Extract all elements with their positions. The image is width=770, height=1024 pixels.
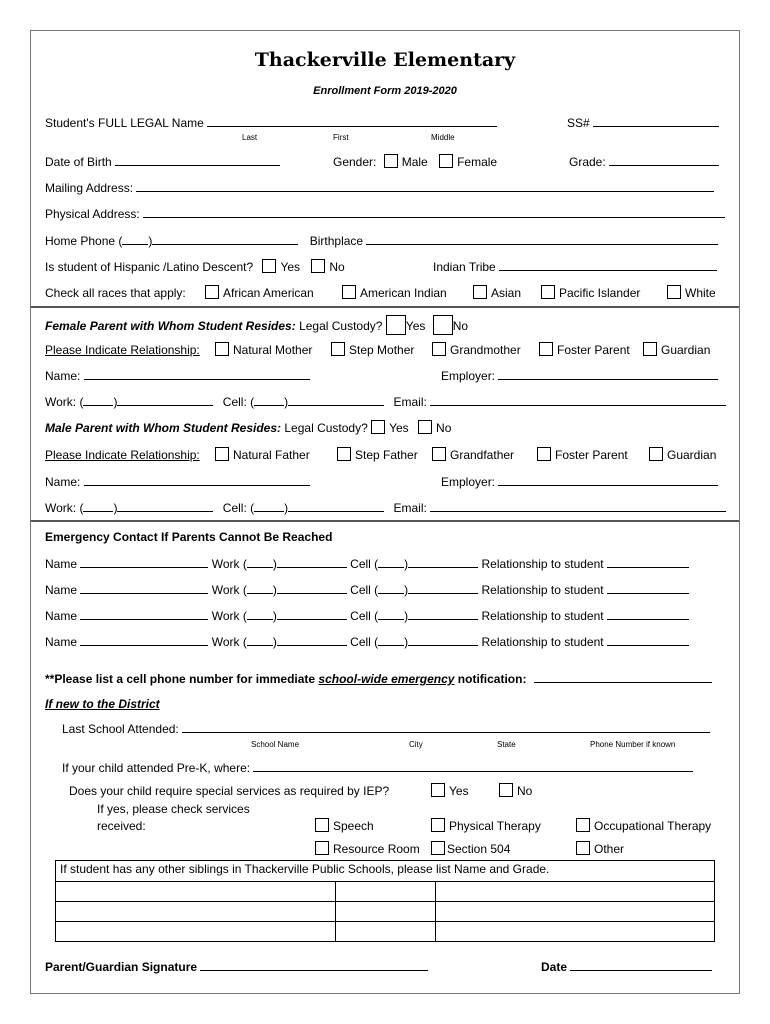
- service-resource-room[interactable]: [315, 841, 420, 857]
- female-label: Female: [457, 155, 498, 169]
- service-checkbox[interactable]: [431, 818, 445, 832]
- male-contact-row: Work: ( ) Cell: ( ) Email:: [45, 500, 726, 516]
- female-rel-grandmother[interactable]: [432, 342, 521, 358]
- relationship-checkbox[interactable]: [337, 447, 351, 461]
- service-physical-therapy[interactable]: [431, 818, 541, 834]
- form-subtitle: Enrollment Form 2019-2020: [313, 85, 457, 97]
- female-custody-no-checkbox[interactable]: [433, 315, 453, 335]
- male-checkbox[interactable]: [384, 154, 398, 168]
- relationship-label: Grandfather: [450, 448, 515, 462]
- emergency-cell-label: Cell (: [350, 557, 379, 571]
- iep-no-checkbox[interactable]: [499, 783, 513, 797]
- emergency-work-area-field[interactable]: [247, 556, 273, 568]
- male-name-field[interactable]: [84, 474, 310, 486]
- iep-no-label: No: [517, 784, 533, 798]
- home-phone-label: Home Phone (: [45, 234, 123, 248]
- female-employer-field[interactable]: [498, 368, 718, 380]
- emergency-name-label: Name: [45, 557, 78, 571]
- relationship-checkbox[interactable]: [432, 447, 446, 461]
- relationship-label: Guardian: [661, 343, 711, 357]
- physical-row: [45, 206, 725, 222]
- emergency-name-label: Name: [45, 583, 78, 597]
- service-checkbox[interactable]: [315, 818, 329, 832]
- service-occupational-therapy[interactable]: [576, 818, 711, 834]
- relationship-label: Grandmother: [450, 343, 521, 357]
- female-custody-yes-label: Yes: [405, 319, 426, 333]
- date-row: [541, 959, 712, 975]
- sibling-name-cell[interactable]: [56, 882, 336, 902]
- emergency-relationship-field[interactable]: [607, 608, 689, 620]
- siblings-heading: If student has any other siblings in Thackerville Public Schools, please list Name and Grade.: [56, 861, 715, 882]
- female-employer-row: [441, 368, 718, 384]
- physical-label: Physical Address:: [45, 207, 140, 221]
- cell-notice-row: [45, 671, 712, 687]
- female-relationship-label: Please Indicate Relationship:: [45, 343, 200, 357]
- table-row: [56, 902, 715, 922]
- relationship-label: Foster Parent: [555, 448, 628, 462]
- race-label: African American: [223, 286, 314, 300]
- last-school-field[interactable]: [182, 721, 710, 733]
- home-phone-close: ): [148, 234, 153, 248]
- male-label: Male: [401, 155, 428, 169]
- student-name-row: [45, 115, 497, 131]
- tribe-label: Indian Tribe: [433, 260, 496, 274]
- emergency-name-field[interactable]: [80, 582, 208, 594]
- tribe-field[interactable]: [499, 259, 717, 271]
- home-phone-row: [45, 233, 718, 249]
- service-label: Section 504: [447, 842, 511, 856]
- female-rel-foster-parent[interactable]: [539, 342, 630, 358]
- last-school-row: [62, 721, 710, 737]
- race-white[interactable]: [667, 285, 716, 301]
- male-custody-no-label: No: [436, 421, 452, 435]
- emergency-row: Name Work ( ) Cell ( ) Relationship to student: [45, 608, 689, 624]
- iep-yes-label: Yes: [449, 784, 469, 798]
- female-relationship-row: [45, 342, 200, 358]
- school-name-caption: School Name: [251, 740, 300, 749]
- phone-caption: Phone Number if known: [590, 740, 676, 749]
- male-custody-yes-label: Yes: [389, 421, 409, 435]
- relationship-checkbox[interactable]: [215, 342, 229, 356]
- emergency-cell-field[interactable]: [408, 634, 478, 646]
- emergency-row: Name Work ( ) Cell ( ) Relationship to student: [45, 582, 689, 598]
- cell-notice-emphasis: school-wide emergency: [318, 672, 455, 686]
- relationship-label: Guardian: [667, 448, 717, 462]
- service-checkbox[interactable]: [576, 818, 590, 832]
- race-label: Asian: [491, 286, 522, 300]
- sibling-name-cell[interactable]: [56, 902, 336, 922]
- female-name-row: [45, 368, 310, 384]
- relationship-checkbox[interactable]: [537, 447, 551, 461]
- male-work-field[interactable]: [117, 500, 213, 512]
- first-caption: First: [333, 133, 349, 142]
- hispanic-yes-label: Yes: [280, 260, 301, 274]
- male-custody-label: Legal Custody?: [284, 421, 368, 435]
- ss-row: [567, 115, 719, 131]
- male-custody-yes-checkbox[interactable]: [371, 420, 385, 434]
- mailing-row: [45, 180, 714, 196]
- sibling-name-cell[interactable]: [56, 922, 336, 942]
- dob-row: [45, 154, 280, 170]
- birthplace-label: Birthplace: [309, 234, 364, 248]
- emergency-relationship-label: Relationship to student: [481, 583, 604, 597]
- race-checkbox[interactable]: [342, 285, 356, 299]
- emergency-name-label: Name: [45, 635, 78, 649]
- sibling-school-cell[interactable]: [436, 882, 715, 902]
- emergency-cell-label: Cell (: [350, 583, 379, 597]
- emergency-cell-label: Cell (: [350, 609, 379, 623]
- dob-label: Date of Birth: [45, 155, 112, 169]
- female-work-label: Work: (: [45, 395, 84, 409]
- relationship-checkbox[interactable]: [539, 342, 553, 356]
- sibling-school-cell[interactable]: [436, 902, 715, 922]
- services-label-1: If yes, please check services: [97, 802, 250, 816]
- race-checkbox[interactable]: [667, 285, 681, 299]
- male-email-field[interactable]: [430, 500, 726, 512]
- relationship-label: Natural Mother: [233, 343, 313, 357]
- emergency-cell-area-field[interactable]: [378, 608, 404, 620]
- service-label: Speech: [333, 819, 374, 833]
- race-checkbox[interactable]: [541, 285, 555, 299]
- prek-label: If your child attended Pre-K, where:: [62, 761, 251, 775]
- services-label-2: received:: [97, 819, 146, 833]
- race-american-indian[interactable]: [342, 285, 447, 301]
- emergency-cell-area-field[interactable]: [378, 634, 404, 646]
- service-label: Other: [594, 842, 625, 856]
- table-row: [56, 861, 715, 882]
- hispanic-no-checkbox[interactable]: [311, 259, 325, 273]
- relationship-label: Foster Parent: [557, 343, 630, 357]
- emergency-work-field[interactable]: [277, 556, 347, 568]
- female-custody-yes-checkbox[interactable]: [386, 315, 406, 335]
- female-email-field[interactable]: [430, 394, 726, 406]
- tribe-row: [433, 259, 717, 275]
- male-parent-heading-row: [45, 420, 451, 436]
- relationship-label: Natural Father: [233, 448, 310, 462]
- service-section-504[interactable]: [431, 841, 510, 857]
- race-african-american[interactable]: [205, 285, 314, 301]
- service-checkbox[interactable]: [431, 841, 445, 855]
- physical-field[interactable]: [143, 206, 725, 218]
- hispanic-label: Is student of Hispanic /Latino Descent?: [45, 260, 254, 274]
- last-school-label: Last School Attended:: [62, 722, 179, 736]
- home-phone-area-field[interactable]: [122, 233, 148, 245]
- student-name-label: Student's FULL LEGAL Name: [45, 116, 204, 130]
- race-label: Pacific Islander: [559, 286, 641, 300]
- iep-row: [69, 783, 389, 799]
- emergency-work-field[interactable]: [277, 634, 347, 646]
- signature-field[interactable]: [200, 959, 428, 971]
- prek-row: [62, 760, 693, 776]
- emergency-work-area-field[interactable]: [247, 582, 273, 594]
- emergency-relationship-label: Relationship to student: [481, 609, 604, 623]
- female-work-field[interactable]: [117, 394, 213, 406]
- cell-notice-prefix: **Please list a cell phone number for immediate: [45, 672, 319, 686]
- male-relationship-label: Please Indicate Relationship:: [45, 448, 200, 462]
- grade-label: Grade:: [569, 155, 606, 169]
- ss-label: SS#: [567, 116, 590, 130]
- male-employer-label: Employer:: [441, 475, 496, 489]
- state-caption: State: [497, 740, 516, 749]
- male-employer-field[interactable]: [498, 474, 718, 486]
- emergency-relationship-label: Relationship to student: [481, 557, 604, 571]
- emergency-cell-area-field[interactable]: [378, 556, 404, 568]
- female-name-label: Name:: [45, 369, 81, 383]
- gender-row: [333, 154, 497, 170]
- race-label: American Indian: [360, 286, 447, 300]
- relationship-label: Step Mother: [349, 343, 415, 357]
- cell-notice-field[interactable]: [534, 671, 712, 683]
- emergency-work-area-field[interactable]: [247, 608, 273, 620]
- hispanic-no-label: No: [329, 260, 345, 274]
- male-parent-heading: Male Parent with Whom Student Resides:: [45, 421, 282, 435]
- emergency-work-label: Work (: [211, 583, 247, 597]
- grade-row: [569, 154, 719, 170]
- siblings-table: [55, 860, 715, 942]
- emergency-cell-field[interactable]: [408, 582, 478, 594]
- service-label: Physical Therapy: [449, 819, 541, 833]
- male-employer-row: [441, 474, 718, 490]
- relationship-checkbox[interactable]: [432, 342, 446, 356]
- service-checkbox[interactable]: [315, 841, 329, 855]
- emergency-row: Name Work ( ) Cell ( ) Relationship to student: [45, 634, 689, 650]
- female-parent-heading-row: [45, 315, 468, 335]
- iep-yes-checkbox[interactable]: [431, 783, 445, 797]
- female-cell-field[interactable]: [288, 394, 384, 406]
- female-parent-heading: Female Parent with Whom Student Resides:: [45, 319, 296, 333]
- race-checkbox[interactable]: [205, 285, 219, 299]
- emergency-name-field[interactable]: [80, 608, 208, 620]
- home-phone-field[interactable]: [152, 233, 298, 245]
- male-rel-grandfather[interactable]: [432, 447, 514, 463]
- emergency-cell-label: Cell (: [350, 635, 379, 649]
- emergency-work-area-field[interactable]: [247, 634, 273, 646]
- signature-row: [45, 959, 428, 975]
- emergency-name-field[interactable]: [80, 556, 208, 568]
- male-custody-no-checkbox[interactable]: [418, 420, 432, 434]
- prek-field[interactable]: [253, 760, 693, 772]
- emergency-cell-field[interactable]: [408, 556, 478, 568]
- mailing-label: Mailing Address:: [45, 181, 134, 195]
- race-checkbox[interactable]: [473, 285, 487, 299]
- male-name-label: Name:: [45, 475, 81, 489]
- ss-field[interactable]: [593, 115, 719, 127]
- male-work-area-field[interactable]: [83, 500, 113, 512]
- female-email-label: Email:: [393, 395, 427, 409]
- emergency-work-label: Work (: [211, 557, 247, 571]
- date-field[interactable]: [570, 959, 712, 971]
- male-name-row: [45, 474, 310, 490]
- male-work-label: Work: (: [45, 501, 84, 515]
- relationship-checkbox[interactable]: [331, 342, 345, 356]
- service-label: Resource Room: [333, 842, 420, 856]
- hispanic-yes-checkbox[interactable]: [262, 259, 276, 273]
- male-rel-natural-father[interactable]: [215, 447, 310, 463]
- gender-label: Gender:: [333, 155, 377, 169]
- male-rel-step-father[interactable]: [337, 447, 418, 463]
- emergency-cell-area-field[interactable]: [378, 582, 404, 594]
- emergency-heading: Emergency Contact If Parents Cannot Be Reached: [45, 530, 333, 544]
- new-district-heading: If new to the District: [45, 697, 160, 711]
- sibling-grade-cell[interactable]: [336, 922, 436, 942]
- dob-field[interactable]: [115, 154, 280, 166]
- iep-label: Does your child require special services as required by IEP?: [69, 784, 390, 798]
- relationship-checkbox[interactable]: [643, 342, 657, 356]
- date-label: Date: [541, 960, 568, 974]
- mailing-field[interactable]: [136, 180, 714, 192]
- relationship-label: Step Father: [355, 448, 418, 462]
- female-name-field[interactable]: [84, 368, 310, 380]
- section-divider: [31, 306, 739, 308]
- grade-field[interactable]: [609, 154, 719, 166]
- female-rel-step-mother[interactable]: [331, 342, 414, 358]
- female-rel-natural-mother[interactable]: [215, 342, 312, 358]
- male-relationship-row: [45, 447, 200, 463]
- emergency-relationship-field[interactable]: [607, 634, 689, 646]
- male-cell-label: Cell: (: [222, 501, 255, 515]
- last-caption: Last: [242, 133, 258, 142]
- emergency-row: Name Work ( ) Cell ( ) Relationship to student: [45, 556, 689, 572]
- races-label: Check all races that apply:: [45, 286, 186, 300]
- emergency-cell-field[interactable]: [408, 608, 478, 620]
- sibling-grade-cell[interactable]: [336, 882, 436, 902]
- female-checkbox[interactable]: [439, 154, 453, 168]
- hispanic-row: [45, 259, 345, 275]
- female-work-area-field[interactable]: [83, 394, 113, 406]
- female-cell-label: Cell: (: [222, 395, 255, 409]
- relationship-checkbox[interactable]: [215, 447, 229, 461]
- sibling-grade-cell[interactable]: [336, 902, 436, 922]
- male-rel-foster-parent[interactable]: [537, 447, 628, 463]
- table-row: [56, 882, 715, 902]
- table-row: [56, 922, 715, 942]
- service-checkbox[interactable]: [576, 841, 590, 855]
- service-speech[interactable]: [315, 818, 374, 834]
- female-custody-no-label: No: [452, 319, 469, 333]
- middle-caption: Middle: [431, 133, 455, 142]
- emergency-work-field[interactable]: [277, 608, 347, 620]
- female-cell-area-field[interactable]: [254, 394, 284, 406]
- emergency-name-label: Name: [45, 609, 78, 623]
- emergency-work-label: Work (: [211, 635, 247, 649]
- female-contact-row: Work: ( ) Cell: ( ) Email:: [45, 394, 726, 410]
- relationship-checkbox[interactable]: [649, 447, 663, 461]
- enrollment-form: [30, 30, 740, 994]
- school-title: Thackerville Elementary: [254, 49, 516, 71]
- sibling-school-cell[interactable]: [436, 922, 715, 942]
- service-label: Occupational Therapy: [594, 819, 712, 833]
- race-label: White: [685, 286, 716, 300]
- races-row: [45, 285, 186, 301]
- race-asian[interactable]: [473, 285, 521, 301]
- cell-notice-suffix: notification:: [454, 672, 527, 686]
- student-name-field[interactable]: [207, 115, 497, 127]
- iep-yes[interactable]: [431, 783, 469, 799]
- male-rel-guardian[interactable]: [649, 447, 716, 463]
- male-cell-field[interactable]: [288, 500, 384, 512]
- emergency-work-field[interactable]: [277, 582, 347, 594]
- emergency-work-label: Work (: [211, 609, 247, 623]
- emergency-name-field[interactable]: [80, 634, 208, 646]
- birthplace-field[interactable]: [366, 233, 718, 245]
- emergency-relationship-field[interactable]: [607, 556, 689, 568]
- iep-no[interactable]: [499, 783, 532, 799]
- female-rel-guardian[interactable]: [643, 342, 710, 358]
- male-email-label: Email:: [393, 501, 427, 515]
- city-caption: City: [409, 740, 423, 749]
- section-divider: [31, 520, 739, 522]
- signature-label: Parent/Guardian Signature: [45, 960, 198, 974]
- race-pacific-islander[interactable]: [541, 285, 640, 301]
- male-cell-area-field[interactable]: [254, 500, 284, 512]
- service-other[interactable]: [576, 841, 624, 857]
- emergency-relationship-label: Relationship to student: [481, 635, 604, 649]
- emergency-relationship-field[interactable]: [607, 582, 689, 594]
- female-custody-label: Legal Custody?: [299, 319, 383, 333]
- female-employer-label: Employer:: [441, 369, 496, 383]
